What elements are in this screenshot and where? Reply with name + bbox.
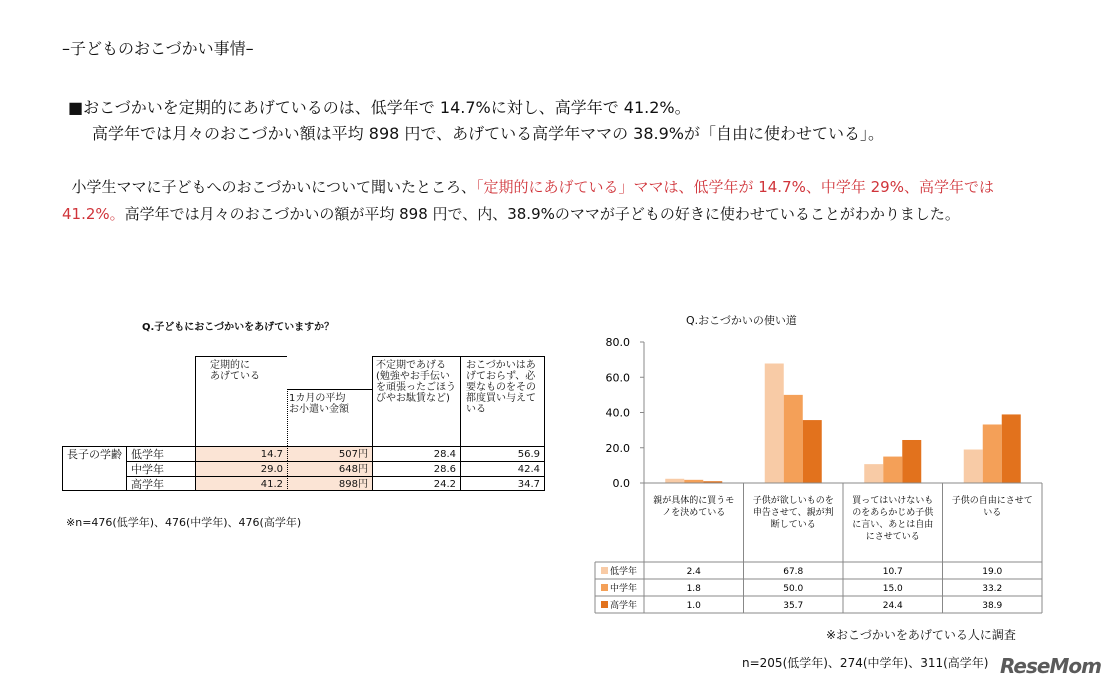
usage-bar-chart bbox=[595, 330, 1055, 620]
cell-amount-high: 898円 bbox=[287, 476, 372, 491]
chart-footnote-2: n=205(低学年)、274(中学年)、311(高学年) bbox=[742, 656, 989, 670]
body-text-1: 小学生ママに子どもへのおこづかいについて聞いたところ、 bbox=[71, 178, 476, 196]
data-label-2-3: 38.9 bbox=[982, 601, 1003, 611]
y-tick-label: 20.0 bbox=[605, 441, 630, 455]
bar-0-1 bbox=[765, 364, 784, 483]
body-text-2: 高学年では月々のおこづかいの額が平均 898 円で、内、38.9%のママが子どもの好きに使わせていることがわかりました。 bbox=[124, 205, 960, 223]
row-grade-high: 高学年 bbox=[126, 476, 195, 491]
bar-0-3 bbox=[964, 450, 983, 483]
cell-none-mid: 42.4 bbox=[460, 461, 545, 476]
data-label-1-3: 33.2 bbox=[982, 584, 1003, 594]
data-label-2-1: 35.7 bbox=[783, 601, 804, 611]
cell-irregular-mid: 28.6 bbox=[372, 461, 460, 476]
legend-label-1: 中学年 bbox=[610, 584, 638, 594]
headline-1: ■おこづかいを定期的にあげているのは、低学年で 14.7%に対し、高学年で 41.2%。 bbox=[68, 98, 691, 117]
legend-swatch-2 bbox=[601, 601, 608, 608]
header-irregular: 不定期であげる(勉強やお手伝いを頑張ったごほうびやお駄賃など) bbox=[372, 356, 460, 446]
bar-2-1 bbox=[803, 420, 822, 483]
y-tick-label: 80.0 bbox=[605, 336, 630, 349]
chart-footnote-1: ※おこづかいをあげている人に調査 bbox=[826, 628, 1016, 642]
y-tick-label: 40.0 bbox=[605, 406, 630, 420]
bar-1-1 bbox=[784, 395, 803, 483]
row-grade-mid: 中学年 bbox=[126, 461, 195, 476]
cell-regular-mid: 29.0 bbox=[195, 461, 287, 476]
bar-0-2 bbox=[864, 464, 883, 483]
legend-label-0: 低学年 bbox=[610, 567, 638, 577]
table-title: Q.子どもにおこづかいをあげていますか？ bbox=[142, 322, 335, 333]
data-label-2-0: 1.0 bbox=[686, 601, 701, 611]
category-label: 子供の自由にさせている bbox=[951, 496, 1033, 518]
header-regular: 定期的に あげている bbox=[195, 356, 287, 446]
header-none: おこづかいはあげておらず、必要なものをその都度買い与えている bbox=[460, 356, 545, 446]
chart-title: Q.おこづかいの使い道 bbox=[686, 314, 797, 327]
data-label-0-2: 10.7 bbox=[882, 567, 903, 577]
category-label: 子供が欲しいものを申告させて、親が判断している bbox=[752, 496, 834, 530]
cell-irregular-high: 24.2 bbox=[372, 476, 460, 491]
headline-2: 高学年では月々のおこづかい額は平均 898 円で、あげている高学年ママの 38.9%が「自由に使わせている」。 bbox=[92, 124, 884, 143]
data-label-1-0: 1.8 bbox=[686, 584, 701, 594]
row-grade-low: 低学年 bbox=[126, 446, 195, 461]
legend-swatch-1 bbox=[601, 584, 608, 591]
cell-amount-mid: 648円 bbox=[287, 461, 372, 476]
resemom-logo: ReseMom bbox=[1000, 654, 1101, 678]
cell-none-high: 34.7 bbox=[460, 476, 545, 491]
cell-none-low: 56.9 bbox=[460, 446, 545, 461]
data-label-0-1: 67.8 bbox=[783, 567, 804, 577]
bar-0-0 bbox=[665, 479, 684, 483]
data-label-2-2: 24.4 bbox=[882, 601, 903, 611]
cell-regular-high: 41.2 bbox=[195, 476, 287, 491]
y-tick-label: 60.0 bbox=[605, 371, 630, 385]
category-label: 親が具体的に買うモノを決めている bbox=[653, 496, 735, 518]
bar-2-2 bbox=[902, 440, 921, 483]
bar-1-2 bbox=[883, 457, 902, 483]
cell-regular-low: 14.7 bbox=[195, 446, 287, 461]
bar-1-3 bbox=[983, 424, 1002, 483]
body-text-highlight: 「定期的にあげている」ママは、低学年が 14.7%、中学年 29%、高学年では 41.2%。 bbox=[62, 178, 994, 223]
section-title: –子どものおこづかい事情– bbox=[62, 39, 254, 58]
y-tick-label: 0.0 bbox=[612, 477, 630, 490]
bar-2-3 bbox=[1002, 414, 1021, 483]
cell-irregular-low: 28.4 bbox=[372, 446, 460, 461]
data-label-0-3: 19.0 bbox=[982, 567, 1003, 577]
table-footnote: ※n=476(低学年)、476(中学年)、476(高学年) bbox=[66, 516, 302, 529]
allowance-table bbox=[62, 356, 540, 494]
row-header-grade: 長子の学齢 bbox=[62, 446, 126, 491]
data-label-1-2: 15.0 bbox=[882, 584, 903, 594]
legend-label-2: 高学年 bbox=[610, 601, 638, 611]
cell-amount-low: 507円 bbox=[287, 446, 372, 461]
body-paragraph bbox=[62, 174, 1052, 228]
header-amount: 1カ月の平均 お小遣い金額 bbox=[287, 389, 372, 446]
data-label-0-0: 2.4 bbox=[686, 567, 701, 577]
legend-swatch-0 bbox=[601, 567, 608, 574]
data-label-1-1: 50.0 bbox=[783, 584, 804, 594]
category-label: 買ってはいけないものをあらかじめ子供に言い、あとは自由にさせている bbox=[852, 496, 934, 542]
